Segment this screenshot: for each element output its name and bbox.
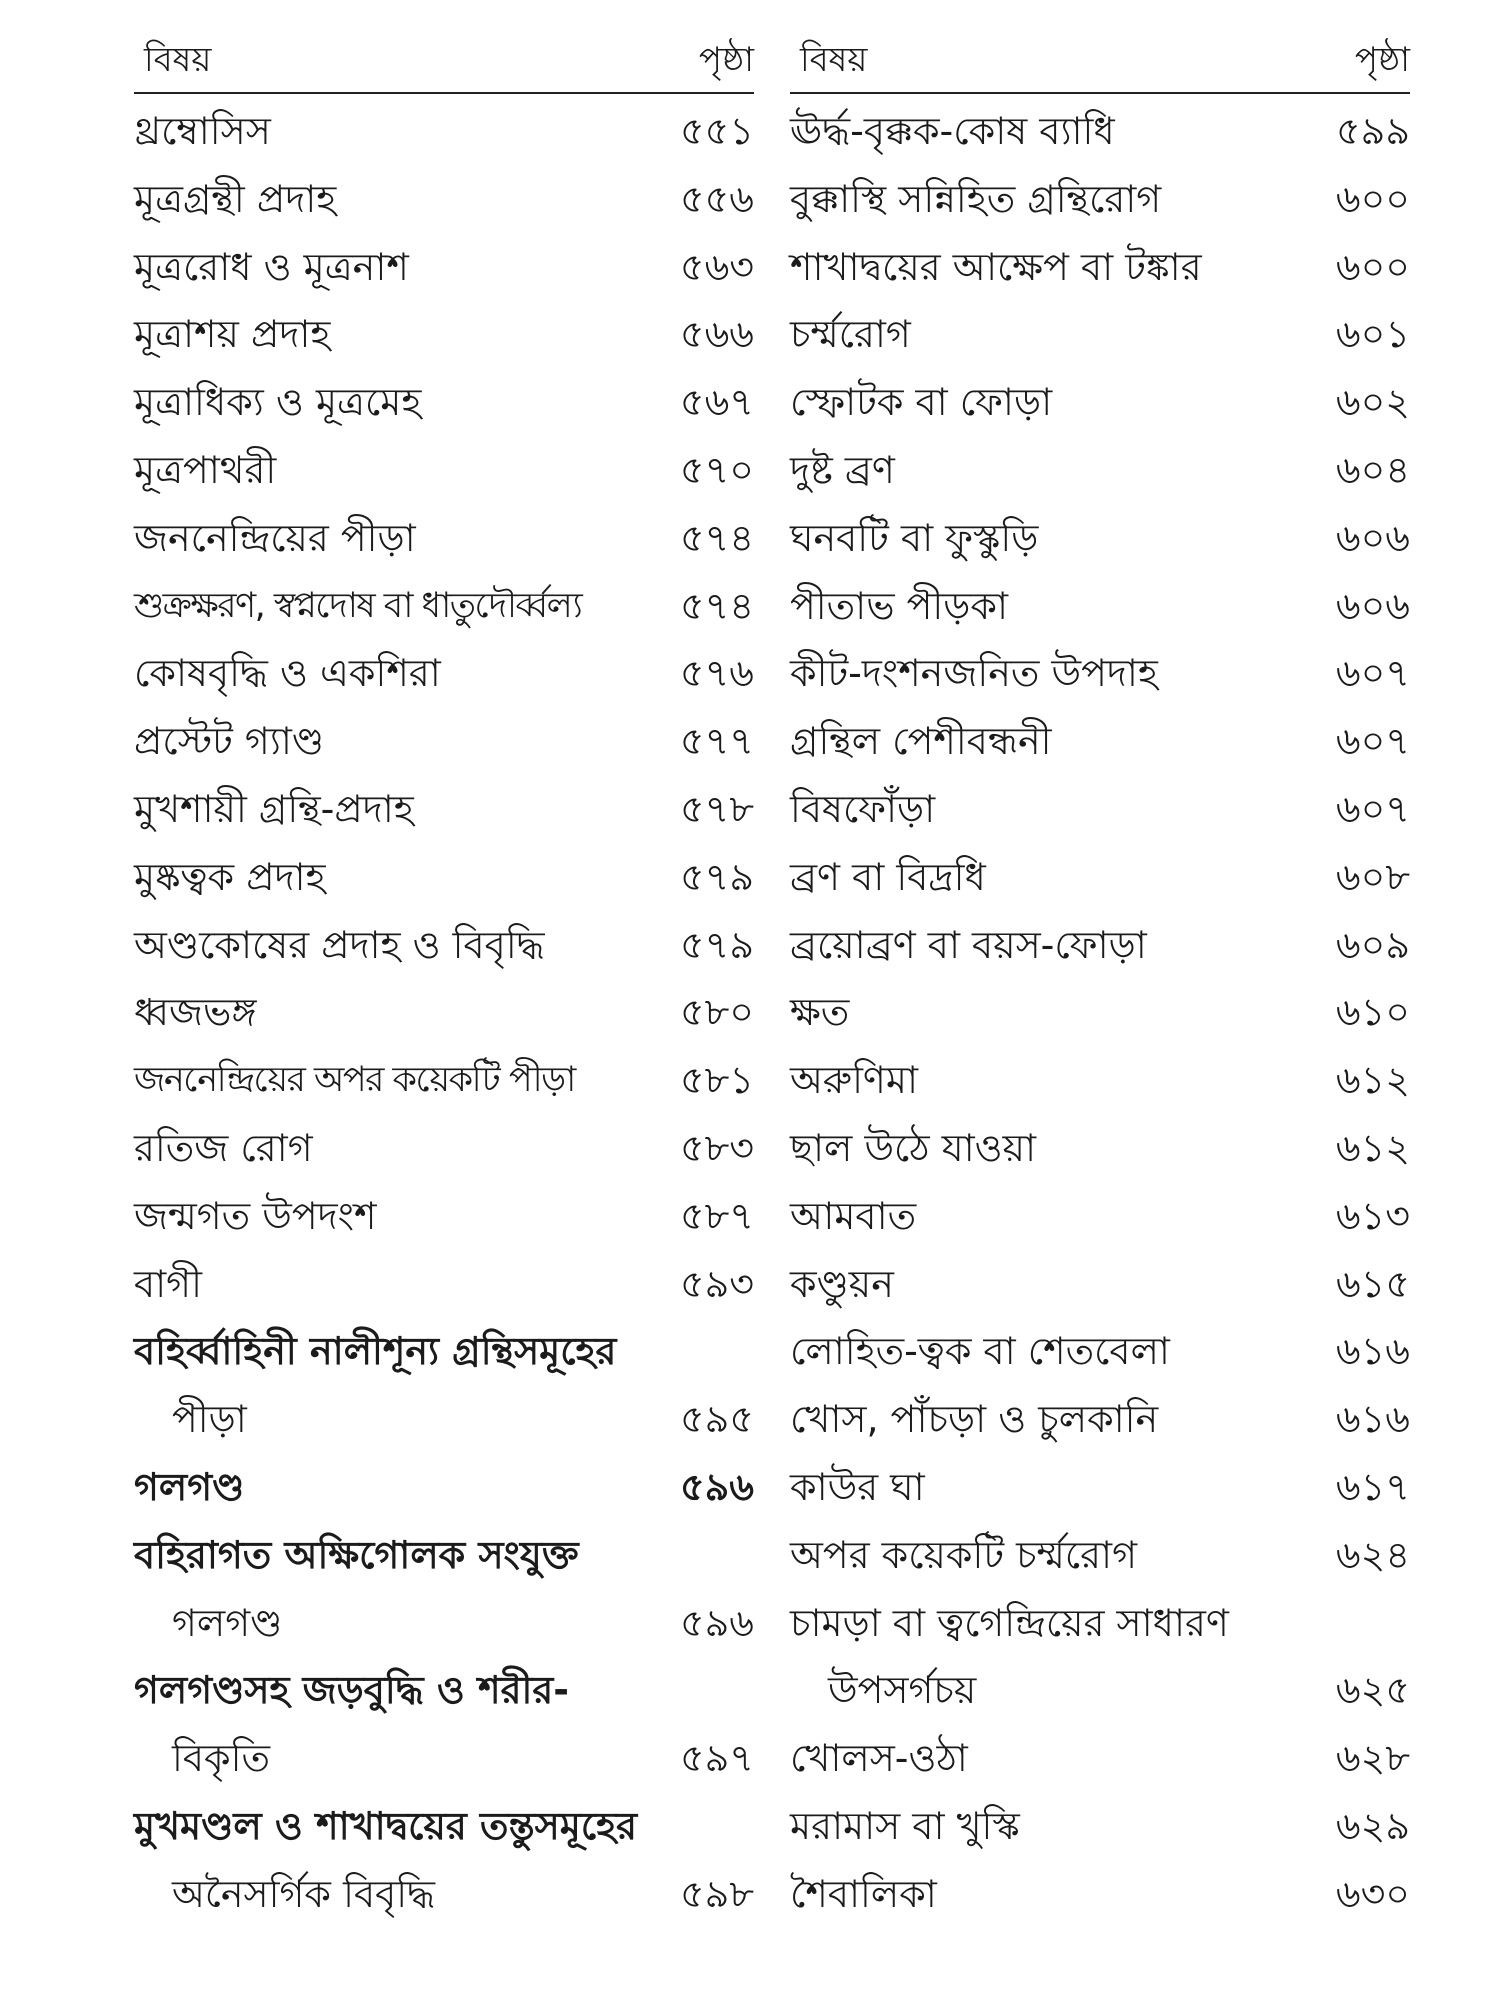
index-entry xyxy=(790,1251,1410,1319)
entry-title: চামড়া বা ত্বগেন্দ্রিয়ের সাধারণ xyxy=(790,1600,1229,1645)
index-entry xyxy=(134,1793,754,1861)
entry-page-number: ৫৭০ xyxy=(679,447,754,492)
entry-title: চর্ম্মরোগ xyxy=(790,312,911,357)
entry-title: অপর কয়েকটি চর্ম্মরোগ xyxy=(790,1532,1137,1577)
entry-page-number: ৬০৪ xyxy=(1335,447,1410,492)
index-entry xyxy=(790,1861,1410,1929)
entry-page-number: ৫৬৩ xyxy=(679,244,754,289)
entry-page-number: ৫৯৮ xyxy=(680,1871,754,1916)
index-entry xyxy=(790,844,1410,912)
entry-page-number: ৫৫১ xyxy=(680,109,754,153)
entry-title: বাগী xyxy=(134,1261,202,1306)
entry-page-number: ৫৯৯ xyxy=(1336,109,1410,153)
entry-title: গলগণ্ড xyxy=(172,1600,283,1645)
entry-page-number: ৫৭৮ xyxy=(679,786,754,831)
index-column-right xyxy=(790,22,1410,1929)
column-header-right xyxy=(790,22,1410,94)
entry-title: রতিজ রোগ xyxy=(134,1125,313,1170)
entry-title: অনৈসর্গিক বিবৃদ্ধি xyxy=(172,1871,436,1916)
index-entry xyxy=(134,1318,754,1386)
index-entry xyxy=(790,776,1410,844)
entry-title: মরামাস বা খুস্কি xyxy=(790,1803,1020,1848)
index-entry xyxy=(790,1793,1410,1861)
index-entry xyxy=(790,979,1410,1047)
entry-title: শাখাদ্বয়ের আক্ষেপ বা টঙ্কার xyxy=(790,244,1202,289)
index-entry xyxy=(790,1115,1410,1183)
entry-title: বহির্ব্বাহিনী নালীশূন্য গ্রন্থিসমূহের xyxy=(134,1329,617,1374)
entry-page-number: ৫৭৪ xyxy=(679,515,754,560)
entry-page-number: ৬০৭ xyxy=(1335,719,1410,764)
entry-title: মূত্রপাথরী xyxy=(134,447,277,492)
entry-page-number: ৬০০ xyxy=(1335,176,1410,221)
entry-page-number: ৬৩০ xyxy=(1335,1871,1410,1916)
entry-page-number: ৫৯৬ xyxy=(679,1600,754,1645)
index-entry xyxy=(790,234,1410,302)
index-entry xyxy=(790,301,1410,369)
entry-title: জন্মগত উপদংশ xyxy=(134,1193,377,1238)
index-entry xyxy=(134,1590,754,1658)
entry-title: মূত্রাধিক্য ও মূত্রমেহ xyxy=(134,380,422,425)
entry-page-number: ৬২৫ xyxy=(1335,1668,1410,1713)
entry-title: বিষফোঁড়া xyxy=(790,786,936,831)
entry-page-number: ৬০৭ xyxy=(1335,786,1410,831)
entry-page-number: ৫৬৭ xyxy=(679,380,754,425)
index-entry xyxy=(134,1725,754,1793)
entry-title: কোষবৃদ্ধি ও একশিরা xyxy=(134,651,441,696)
index-entry xyxy=(134,1657,754,1725)
index-entry xyxy=(790,1047,1410,1115)
index-entry xyxy=(790,1657,1410,1725)
index-entry xyxy=(790,1454,1410,1522)
index-entry xyxy=(134,166,754,234)
entry-title: ক্ষত xyxy=(790,990,850,1035)
index-entry xyxy=(134,301,754,369)
index-entry xyxy=(790,708,1410,776)
entry-title: দুষ্ট ব্রণ xyxy=(790,447,895,492)
entry-page-number: ৫৮৭ xyxy=(679,1193,754,1238)
entry-title: থ্রম্বোসিস xyxy=(134,109,271,153)
entry-title: গলগণ্ডসহ জড়বুদ্ধি ও শরীর- xyxy=(134,1668,570,1713)
entry-page-number: ৫৯৭ xyxy=(679,1736,754,1781)
index-entry xyxy=(790,1318,1410,1386)
index-entry xyxy=(134,844,754,912)
index-entry xyxy=(134,369,754,437)
entry-title: আমবাত xyxy=(790,1193,917,1238)
entry-page-number: ৬০২ xyxy=(1335,380,1410,425)
entry-title: পীড়া xyxy=(172,1397,247,1442)
index-entry xyxy=(790,1522,1410,1590)
index-entry xyxy=(790,912,1410,980)
index-entry xyxy=(134,1522,754,1590)
entry-title: অণ্ডকোষের প্রদাহ ও বিবৃদ্ধি xyxy=(134,922,545,967)
entry-page-number: ৫৮৩ xyxy=(679,1125,754,1170)
entry-page-number: ৬১৭ xyxy=(1335,1464,1410,1509)
index-entry xyxy=(790,437,1410,505)
entry-page-number: ৬২৮ xyxy=(1335,1736,1410,1781)
entry-title: বহিরাগত অক্ষিগোলক সংযুক্ত xyxy=(134,1532,579,1577)
entry-page-number: ৬১৬ xyxy=(1335,1329,1410,1374)
entry-title: স্ফোটক বা ফোড়া xyxy=(790,380,1053,425)
index-entry xyxy=(134,1861,754,1929)
index-entry xyxy=(134,1386,754,1454)
entry-page-number: ৫৫৬ xyxy=(679,176,754,221)
entry-title: মুষ্কত্বক প্রদাহ xyxy=(134,854,326,899)
entry-title: উপসর্গচয় xyxy=(828,1668,977,1713)
entry-title: লোহিত-ত্বক বা শেতবেলা xyxy=(790,1329,1170,1374)
index-entry xyxy=(134,573,754,641)
entry-page-number: ৬১২ xyxy=(1335,1125,1410,1170)
entry-list-right xyxy=(790,98,1410,1929)
entry-page-number: ৬২৯ xyxy=(1335,1803,1410,1848)
page-header: পৃষ্ঠা xyxy=(1354,40,1410,80)
index-entry xyxy=(790,166,1410,234)
entry-title: খোস, পাঁচড়া ও চুলকানি xyxy=(790,1397,1159,1442)
entry-page-number: ৬০০ xyxy=(1335,244,1410,289)
entry-page-number: ৫৯৫ xyxy=(680,1397,754,1442)
entry-title: প্রস্টেট গ্যাণ্ড xyxy=(134,719,325,764)
entry-page-number: ৬১৬ xyxy=(1335,1397,1410,1442)
index-entry xyxy=(134,708,754,776)
entry-title: গলগণ্ড xyxy=(134,1464,245,1509)
entry-title: কণ্ডুয়ন xyxy=(790,1261,894,1306)
entry-title: শৈবালিকা xyxy=(790,1871,937,1916)
entry-title: শুক্রক্ষরণ, স্বপ্নদোষ বা ধাতুদৌর্ব্বল্য xyxy=(134,585,582,626)
entry-title: জননেন্দ্রিয়ের অপর কয়েকটি পীড়া xyxy=(134,1060,575,1101)
entry-title: পীতাভ পীড়কা xyxy=(790,583,1008,628)
subject-header: বিষয় xyxy=(800,40,868,80)
entry-title: অরুণিমা xyxy=(790,1058,919,1103)
index-entry xyxy=(790,369,1410,437)
entry-title: ব্রণ বা বিদ্রধি xyxy=(790,854,986,899)
entry-list-left xyxy=(134,98,754,1929)
index-entry xyxy=(134,1251,754,1319)
entry-page-number: ৬২৪ xyxy=(1335,1532,1410,1577)
entry-title: ঊর্দ্ধ-বৃক্কক-কোষ ব্যাধি xyxy=(790,109,1115,153)
index-entry xyxy=(134,1115,754,1183)
index-entry xyxy=(134,1183,754,1251)
index-entry xyxy=(790,1386,1410,1454)
entry-title: গ্রন্থিল পেশীবন্ধনী xyxy=(790,719,1052,764)
index-entry xyxy=(790,1183,1410,1251)
entry-title: বুক্কাস্থি সন্নিহিত গ্রন্থিরোগ xyxy=(790,176,1162,221)
page-header: পৃষ্ঠা xyxy=(698,40,754,80)
entry-page-number: ৬০৯ xyxy=(1335,922,1410,967)
entry-title: ঘনবটি বা ফুস্কুড়ি xyxy=(790,515,1039,560)
entry-title: খোলস-ওঠা xyxy=(790,1736,968,1781)
index-entry xyxy=(134,234,754,302)
entry-title: জননেন্দ্রিয়ের পীড়া xyxy=(134,515,416,560)
entry-page-number: ৬০৬ xyxy=(1335,583,1410,628)
entry-page-number: ৫৮০ xyxy=(679,990,754,1035)
index-entry xyxy=(134,640,754,708)
entry-page-number: ৫৯৩ xyxy=(679,1261,754,1306)
index-entry xyxy=(790,1590,1410,1658)
entry-page-number: ৫৭৪ xyxy=(679,583,754,628)
entry-title: মুখশায়ী গ্রন্থি-প্রদাহ xyxy=(134,786,414,831)
entry-page-number: ৫৮১ xyxy=(680,1058,754,1103)
entry-page-number: ৬১০ xyxy=(1335,990,1410,1035)
entry-page-number: ৫৬৬ xyxy=(679,312,754,357)
entry-title: কীট-দংশনজনিত উপদাহ xyxy=(790,651,1158,696)
entry-page-number: ৬০৬ xyxy=(1335,515,1410,560)
index-entry xyxy=(134,912,754,980)
index-entry xyxy=(790,1725,1410,1793)
entry-page-number: ৫৭৬ xyxy=(679,651,754,696)
index-entry xyxy=(790,505,1410,573)
entry-title: মূত্রাশয় প্রদাহ xyxy=(134,312,331,357)
entry-title: মূত্ররোধ ও মূত্রনাশ xyxy=(134,244,409,289)
entry-title: মূত্রগ্রন্থী প্রদাহ xyxy=(134,176,337,221)
index-column-left xyxy=(134,22,754,1929)
entry-page-number: ৬১২ xyxy=(1335,1058,1410,1103)
index-entry xyxy=(134,505,754,573)
entry-page-number: ৬১৫ xyxy=(1335,1261,1410,1306)
entry-page-number: ৫৭৯ xyxy=(679,854,754,899)
index-entry xyxy=(790,573,1410,641)
entry-title: মুখমণ্ডল ও শাখাদ্বয়ের তন্তুসমূহের xyxy=(134,1803,638,1848)
index-entry xyxy=(134,979,754,1047)
index-entry xyxy=(134,1047,754,1115)
entry-page-number: ৬০৮ xyxy=(1335,854,1410,899)
entry-title: ধ্বজভঙ্গ xyxy=(134,990,257,1035)
index-entry xyxy=(790,98,1410,166)
entry-title: বিকৃতি xyxy=(172,1736,270,1781)
entry-page-number: ৫৭৯ xyxy=(679,922,754,967)
index-entry xyxy=(134,98,754,166)
entry-title: ব্রয়োব্রণ বা বয়স-ফোড়া xyxy=(790,922,1147,967)
index-entry xyxy=(134,776,754,844)
entry-title: ছাল উঠে যাওয়া xyxy=(790,1125,1036,1170)
entry-page-number: ৬০৭ xyxy=(1335,651,1410,696)
entry-page-number: ৫৯৬ xyxy=(679,1464,754,1509)
entry-page-number: ৬১৩ xyxy=(1335,1193,1410,1238)
entry-page-number: ৫৭৭ xyxy=(679,719,754,764)
entry-title: কাউর ঘা xyxy=(790,1464,925,1509)
entry-page-number: ৬০১ xyxy=(1335,312,1410,357)
subject-header: বিষয় xyxy=(144,40,212,80)
index-entry xyxy=(790,640,1410,708)
index-entry xyxy=(134,437,754,505)
column-header-left xyxy=(134,22,754,94)
index-entry xyxy=(134,1454,754,1522)
